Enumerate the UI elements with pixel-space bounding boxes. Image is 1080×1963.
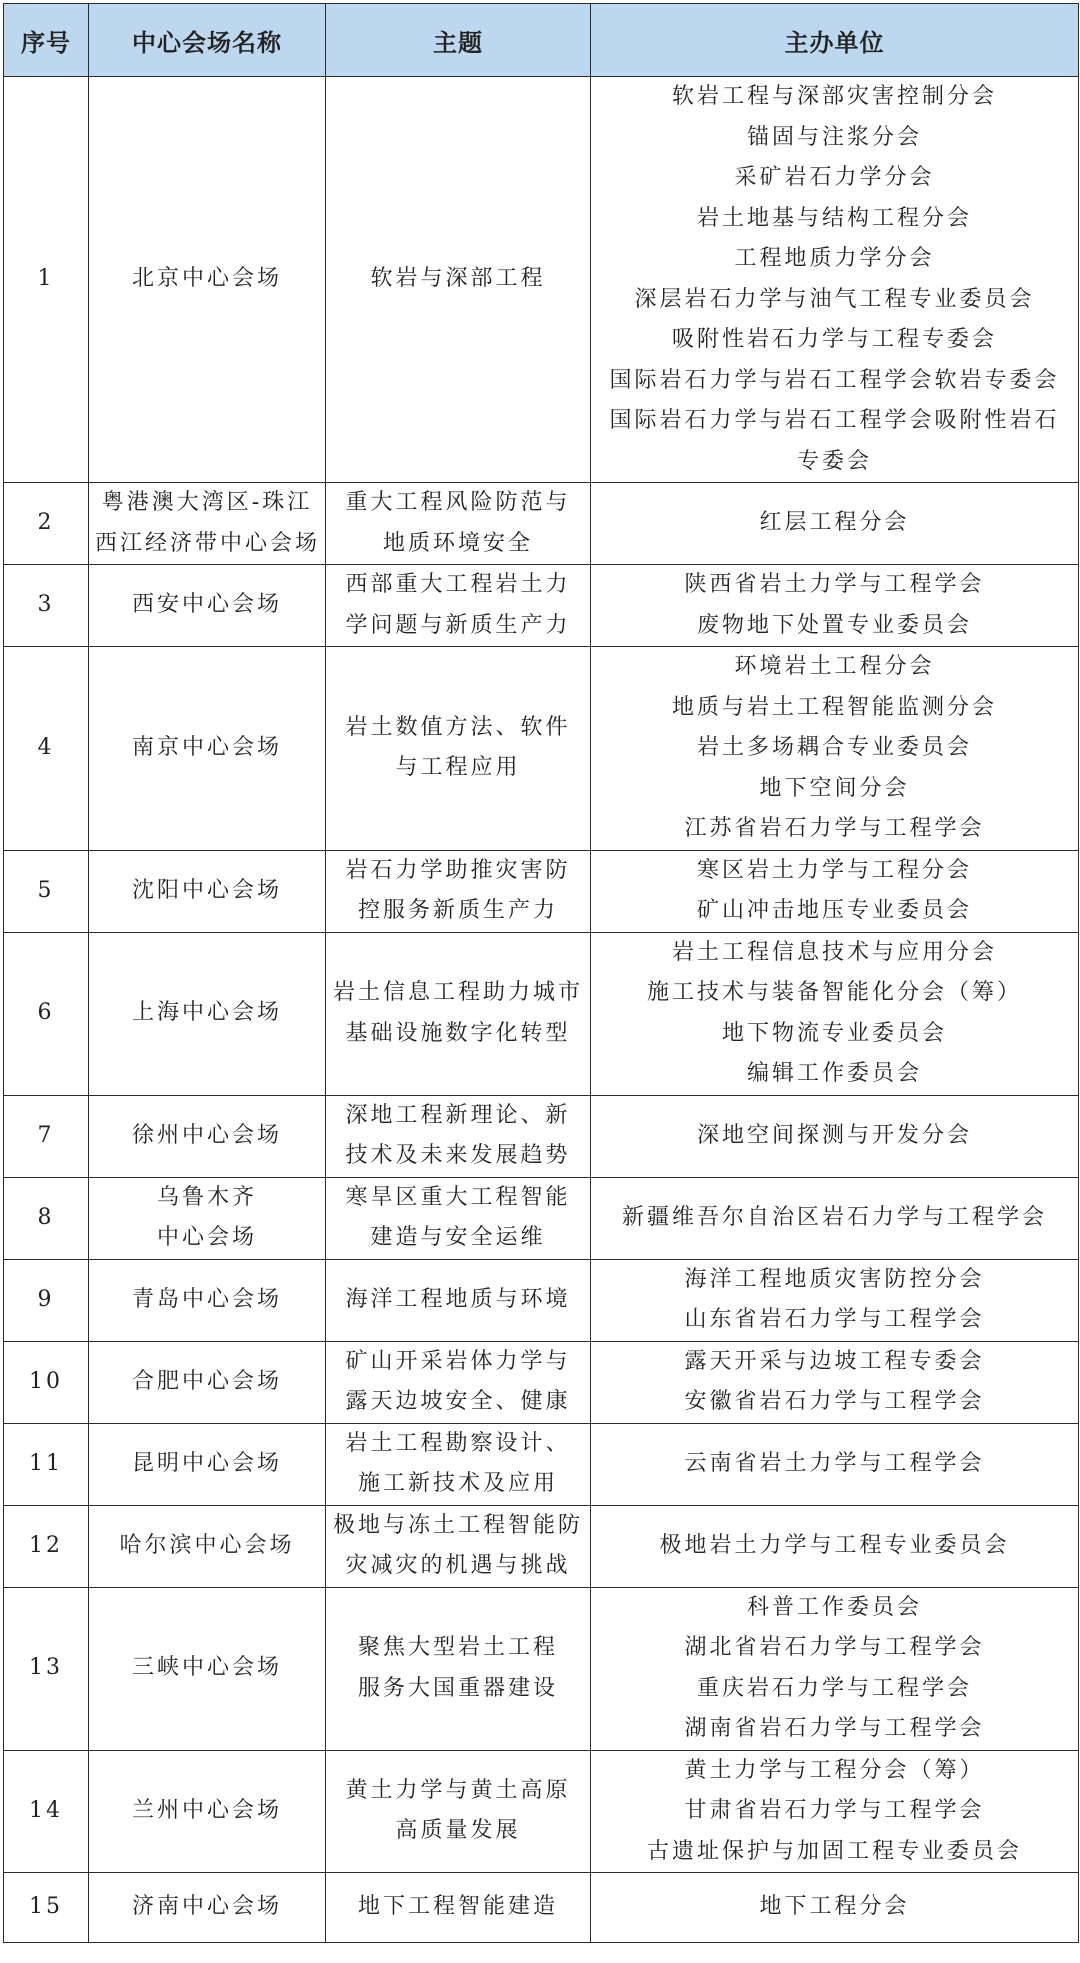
venue-name-cell	[89, 1341, 326, 1423]
host-organizations-cell	[591, 932, 1079, 1095]
row-number-cell	[4, 1587, 89, 1750]
row-number-cell	[4, 483, 89, 565]
row-number-cell	[4, 647, 89, 851]
theme-line: 岩石力学助推灾害防	[345, 857, 571, 883]
table-row	[4, 1177, 1079, 1259]
venue-table-container	[3, 3, 1078, 1943]
host-organization: 江苏省岩石力学与工程学会	[684, 816, 985, 841]
table-row	[4, 1259, 1079, 1341]
row-number-cell	[4, 1505, 89, 1587]
theme-line: 施工新技术及应用	[357, 1471, 558, 1496]
theme-line: 海洋工程地质与环境	[345, 1286, 571, 1312]
theme-line: 矿山开采岩体力学与	[345, 1348, 571, 1374]
theme-cell	[326, 1259, 591, 1341]
venue-table	[3, 3, 1079, 1943]
theme-line: 岩土信息工程助力城市	[332, 980, 583, 1005]
theme-line: 西部重大工程岩土力	[345, 572, 571, 597]
row-number-cell	[4, 1873, 89, 1943]
theme-cell	[326, 1341, 591, 1423]
venue-name-line: 兰州中心会场	[131, 1798, 282, 1823]
table-header-row	[4, 4, 1079, 77]
host-organization: 湖南省岩石力学与工程学会	[684, 1716, 985, 1741]
venue-name-line: 乌鲁木齐	[156, 1184, 257, 1210]
row-number: 8	[37, 1204, 55, 1230]
host-organizations-cell	[591, 850, 1079, 932]
table-row	[4, 1587, 1079, 1750]
host-organization: 地下空间分会	[759, 775, 910, 801]
venue-name-cell	[89, 932, 326, 1095]
table-row	[4, 1095, 1079, 1177]
header-theme: 主题	[326, 4, 591, 77]
venue-name-line: 南京中心会场	[131, 735, 282, 760]
theme-cell	[326, 647, 591, 851]
table-row	[4, 850, 1079, 932]
venue-name-cell	[89, 483, 326, 565]
host-organizations-cell	[591, 1259, 1079, 1341]
venue-name-cell	[89, 1873, 326, 1943]
theme-line: 重大工程风险防范与	[345, 490, 571, 515]
venue-name-cell	[89, 850, 326, 932]
host-organization: 山东省岩石力学与工程学会	[684, 1307, 985, 1332]
theme-line: 控服务新质生产力	[357, 898, 558, 923]
theme-cell	[326, 850, 591, 932]
row-number: 3	[37, 592, 55, 618]
theme-line: 地质环境安全	[382, 530, 533, 556]
venue-name-cell	[89, 1259, 326, 1341]
row-number: 10	[29, 1368, 63, 1394]
theme-line: 岩土数值方法、软件	[345, 714, 571, 740]
theme-line: 建造与安全运维	[370, 1225, 546, 1250]
header-host-organizations: 主办单位	[591, 4, 1079, 77]
host-organization: 编辑工作委员会	[746, 1061, 922, 1086]
row-number: 6	[37, 1000, 55, 1026]
row-number-cell	[4, 932, 89, 1095]
host-organizations-cell	[591, 1177, 1079, 1259]
venue-name-line: 徐州中心会场	[131, 1122, 282, 1148]
theme-cell	[326, 1750, 591, 1873]
host-organization: 国际岩石力学与岩石工程学会吸附性岩石	[609, 408, 1060, 433]
host-organization: 寒区岩土力学与工程分会	[696, 857, 972, 883]
theme-line: 高质量发展	[395, 1818, 521, 1844]
row-number-cell	[4, 850, 89, 932]
host-organizations-cell	[591, 1423, 1079, 1505]
theme-line: 寒旱区重大工程智能	[345, 1184, 571, 1210]
host-organizations-cell	[591, 77, 1079, 483]
row-number-cell	[4, 1177, 89, 1259]
theme-cell	[326, 932, 591, 1095]
host-organizations-cell	[591, 483, 1079, 565]
host-organizations-cell	[591, 565, 1079, 647]
host-organization: 露天开采与边坡工程专委会	[684, 1348, 985, 1374]
row-number-cell	[4, 1095, 89, 1177]
host-organization: 极地岩土力学与工程专业委员会	[659, 1532, 1010, 1558]
host-organization: 施工技术与装备智能化分会（筹）	[646, 980, 1022, 1005]
table-row	[4, 1423, 1079, 1505]
host-organization: 甘肃省岩石力学与工程学会	[684, 1798, 985, 1823]
row-number: 1	[37, 266, 55, 292]
venue-name-cell	[89, 77, 326, 483]
theme-cell	[326, 1505, 591, 1587]
row-number: 2	[37, 510, 55, 536]
host-organization: 古遗址保护与加固工程专业委员会	[646, 1838, 1022, 1864]
theme-line: 学问题与新质生产力	[345, 612, 571, 638]
host-organization: 安徽省岩石力学与工程学会	[684, 1389, 985, 1414]
venue-name-line: 西江经济带中心会场	[95, 530, 321, 556]
theme-cell	[326, 77, 591, 483]
table-row	[4, 77, 1079, 483]
row-number-cell	[4, 1341, 89, 1423]
theme-cell	[326, 1177, 591, 1259]
theme-line: 基础设施数字化转型	[345, 1020, 571, 1046]
theme-line: 地下工程智能建造	[357, 1894, 558, 1920]
host-organizations-cell	[591, 1750, 1079, 1873]
host-organization: 海洋工程地质灾害防控分会	[684, 1266, 985, 1292]
theme-cell	[326, 1423, 591, 1505]
host-organization: 采矿岩石力学分会	[734, 165, 935, 190]
theme-line: 聚焦大型岩土工程	[357, 1635, 558, 1660]
host-organization: 新疆维吾尔自治区岩石力学与工程学会	[621, 1204, 1047, 1230]
host-organization: 废物地下处置专业委员会	[696, 612, 972, 638]
venue-name-cell	[89, 1505, 326, 1587]
venue-name-line: 中心会场	[156, 1225, 257, 1250]
host-organizations-cell	[591, 647, 1079, 851]
row-number: 14	[29, 1798, 63, 1823]
venue-name-cell	[89, 1423, 326, 1505]
theme-line: 极地与冻土工程智能防	[332, 1512, 583, 1538]
table-row	[4, 565, 1079, 647]
theme-line: 软岩与深部工程	[370, 266, 546, 292]
table-row	[4, 647, 1079, 851]
row-number: 5	[37, 877, 55, 903]
host-organization: 陕西省岩土力学与工程学会	[684, 572, 985, 597]
row-number-cell	[4, 77, 89, 483]
host-organization: 国际岩石力学与岩石工程学会软岩专委会	[609, 367, 1060, 393]
table-row	[4, 932, 1079, 1095]
host-organization: 深地空间探测与开发分会	[696, 1122, 972, 1148]
host-organizations-cell	[591, 1873, 1079, 1943]
host-organization: 岩土多场耦合专业委员会	[696, 735, 972, 760]
venue-name-cell	[89, 647, 326, 851]
table-row	[4, 1873, 1079, 1943]
theme-line: 灾减灾的机遇与挑战	[345, 1553, 571, 1578]
table-row	[4, 1750, 1079, 1873]
venue-name-line: 昆明中心会场	[131, 1450, 282, 1476]
host-organization: 地下物流专业委员会	[721, 1020, 947, 1046]
host-organizations-cell	[591, 1341, 1079, 1423]
host-organization: 重庆岩石力学与工程学会	[696, 1675, 972, 1701]
host-organization: 红层工程分会	[759, 510, 910, 536]
theme-line: 深地工程新理论、新	[345, 1102, 571, 1128]
venue-name-line: 北京中心会场	[131, 266, 282, 292]
table-row	[4, 1341, 1079, 1423]
header-number: 序号	[4, 4, 89, 77]
row-number: 13	[29, 1655, 63, 1681]
venue-name-cell	[89, 1587, 326, 1750]
host-organization: 专委会	[796, 448, 872, 474]
venue-name-cell	[89, 565, 326, 647]
venue-name-line: 合肥中心会场	[131, 1368, 282, 1394]
host-organization: 深层岩石力学与油气工程专业委员会	[634, 286, 1035, 312]
theme-cell	[326, 1095, 591, 1177]
venue-name-line: 济南中心会场	[131, 1894, 282, 1920]
host-organization: 岩土工程信息技术与应用分会	[671, 939, 997, 965]
host-organization: 矿山冲击地压专业委员会	[696, 898, 972, 923]
theme-line: 岩土工程勘察设计、	[345, 1430, 571, 1456]
host-organizations-cell	[591, 1587, 1079, 1750]
theme-line: 技术及未来发展趋势	[345, 1143, 571, 1168]
venue-name-line: 西安中心会场	[131, 592, 282, 618]
host-organization: 地下工程分会	[759, 1894, 910, 1920]
table-body	[4, 77, 1079, 1943]
host-organizations-cell	[591, 1505, 1079, 1587]
venue-name-line: 上海中心会场	[131, 1000, 282, 1026]
host-organization: 岩土地基与结构工程分会	[696, 205, 972, 231]
host-organization: 工程地质力学分会	[734, 246, 935, 271]
row-number: 7	[37, 1122, 55, 1148]
venue-name-cell	[89, 1177, 326, 1259]
venue-name-cell	[89, 1095, 326, 1177]
venue-name-line: 三峡中心会场	[131, 1655, 282, 1681]
host-organization: 环境岩土工程分会	[734, 654, 935, 679]
venue-name-line: 粤港澳大湾区-珠江	[101, 490, 313, 515]
venue-name-line: 沈阳中心会场	[131, 877, 282, 903]
theme-line: 露天边坡安全、健康	[345, 1389, 571, 1414]
venue-name-cell	[89, 1750, 326, 1873]
host-organization: 科普工作委员会	[746, 1594, 922, 1620]
theme-cell	[326, 1873, 591, 1943]
host-organization: 云南省岩土力学与工程学会	[684, 1450, 985, 1476]
host-organization: 锚固与注浆分会	[746, 124, 922, 150]
row-number-cell	[4, 565, 89, 647]
host-organization: 地质与岩土工程智能监测分会	[671, 694, 997, 720]
row-number-cell	[4, 1423, 89, 1505]
row-number-cell	[4, 1750, 89, 1873]
host-organizations-cell	[591, 1095, 1079, 1177]
theme-cell	[326, 565, 591, 647]
row-number-cell	[4, 1259, 89, 1341]
venue-name-line: 哈尔滨中心会场	[119, 1532, 295, 1558]
table-row	[4, 483, 1079, 565]
theme-cell	[326, 1587, 591, 1750]
host-organization: 湖北省岩石力学与工程学会	[684, 1635, 985, 1660]
header-venue-name: 中心会场名称	[89, 4, 326, 77]
host-organization: 吸附性岩石力学与工程专委会	[671, 327, 997, 352]
host-organization: 软岩工程与深部灾害控制分会	[671, 84, 997, 109]
row-number: 9	[37, 1286, 55, 1312]
row-number: 12	[29, 1532, 63, 1558]
row-number: 11	[29, 1450, 63, 1476]
row-number: 4	[37, 735, 55, 760]
table-row	[4, 1505, 1079, 1587]
theme-line: 服务大国重器建设	[357, 1675, 558, 1701]
host-organization: 黄土力学与工程分会（筹）	[684, 1757, 985, 1783]
theme-line: 与工程应用	[395, 755, 521, 781]
theme-line: 黄土力学与黄土高原	[345, 1777, 571, 1803]
theme-cell	[326, 483, 591, 565]
venue-name-line: 青岛中心会场	[131, 1286, 282, 1312]
row-number: 15	[29, 1894, 63, 1920]
